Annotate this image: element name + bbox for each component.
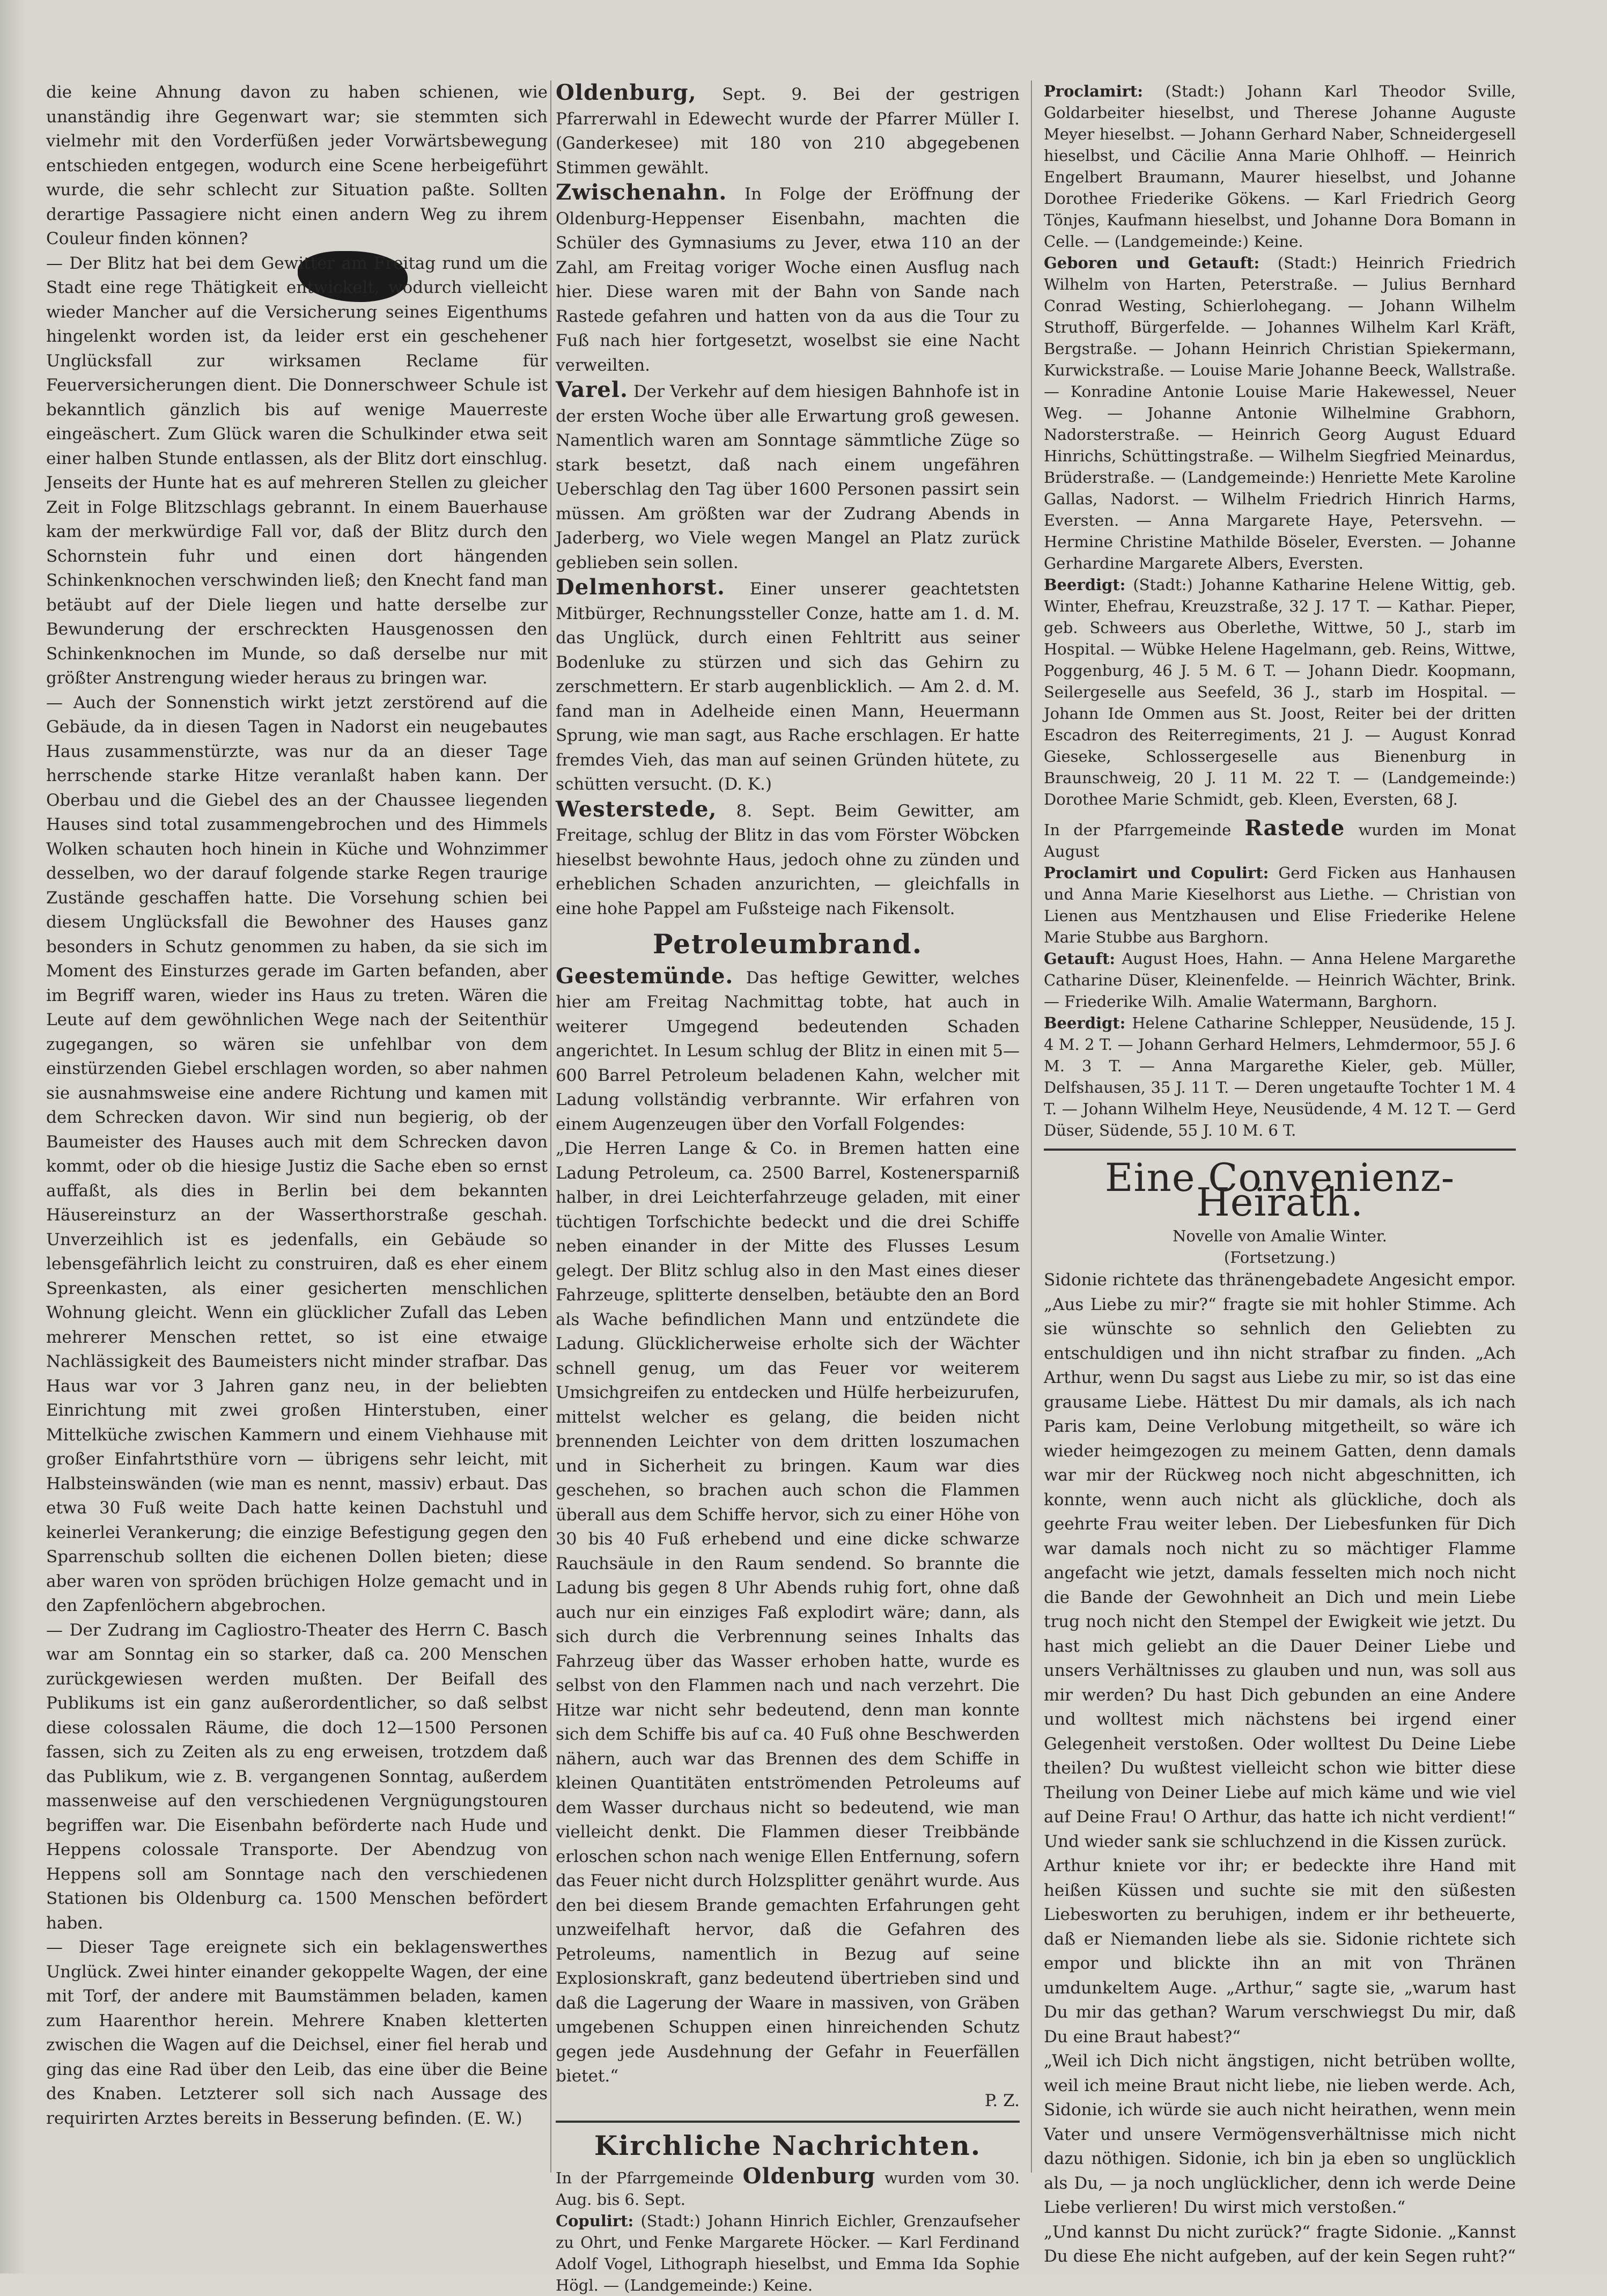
news-text: Das heftige Gewitter, welches hier am Freitag Nachmittag tobte, hat auch in weiterer Umgegend bedeutenden Schaden angerichtet. In Lesum schlug der Blitz in einen mit 5—600 Barrel Petroleum beladenen Kahn, welcher mit Ladung vollständig verbrannte. Wir erfahren von einem Augenzeugen über den Vorfall Folgendes:: [556, 968, 1020, 1134]
column-right: [1044, 80, 1516, 2269]
novel-author: Novelle von Amalie Winter.: [1173, 1227, 1387, 1245]
news-delmenhorst: [556, 575, 1020, 797]
intro-text: wurden vom 30. Aug. bis 6. Sept.: [556, 2168, 1020, 2209]
separator: [1044, 1149, 1516, 1151]
entry-label: Getauft:: [1044, 950, 1116, 968]
entry-label: Beerdigt:: [1044, 1014, 1126, 1032]
news-text: 8. Sept. Beim Gewitter, am Freitage, schlug der Blitz in das vom Förster Wöbcken hieselbst bewohnte Haus, jedoch ohne zu zünden und erheblichen Schaden anzurichten, — gleichfalls in eine hohe Pappel am Fußsteige nach Fikensolt.: [556, 801, 1020, 918]
novel-paragraph: „Weil ich Dich nicht ängstigen, nicht betrüben wollte, weil ich meine Braut nicht liebe, nie lieben werde. Ach, Sidonie, ich würde sie auch nicht heirathen, wenn mein Vater und unsere Vermögensverhältnisse mich nicht dazu nöthigen. Sidonie, ich bin ja eben so unglücklich als Du, — ja noch unglücklicher, denn ich werde Deine Liebe verlieren! Du wirst mich verstoßen.“: [1044, 2051, 1516, 2217]
novel-continuation: (Fortsetzung.): [1223, 1248, 1336, 1267]
rastede-getauft: [1044, 948, 1516, 1012]
entry-text: (Stadt:) Johann Hinrich Eichler, Grenzaufseher zu Ohrt, und Fenke Margarete Höcker. — Karl Ferdinand Adolf Vogel, Lithograph hieselbst, und Emma Ida Sophie Högl. — (Landgemeinde:) Keine.: [556, 2211, 1020, 2294]
article-paragraph-blitz: — Der Blitz hat bei dem Gewitter am Freitag rund um die Stadt eine rege Thätigkeit entwickelt, wodurch vielleicht wieder Mancher auf die Versicherung seines Eigenthums hingelenkt worden ist, da leider erst ein geschehener Unglücksfall zur wirksamen Reclame für Feuerversicherungen dient. Die Donnerschweer Schule ist bekanntlich gänzlich bis auf wenige Mauerreste eingeäschert. Zum Glück waren die Schulkinder etwa seit einer halben Stunde entlassen, als der Blitz dort einschlug. Jenseits der Hunte hat es auf mehreren Stellen zu gleicher Zeit in Folge Blitzschlags gebrannt. In einem Bauerhause kam der merkwürdige Fall vor, daß der Blitz durch den Schornstein fuhr und einen dort hängenden Schinkenknochen verschwinden ließ; den Knecht fand man betäubt auf der Diele liegen und hatte derselbe zur Bewunderung der erschreckten Hausgenossen den Schinkenknochen im Munde, so daß derselbe nur mit größter Anstrengung wieder heraus zu bringen war.: [46, 253, 548, 688]
quote-signature: P. Z.: [984, 2091, 1020, 2110]
entry-text: (Stadt:) Johanne Katharine Helene Wittig, geb. Winter, Ehefrau, Kreuzstraße, 32 J. 17 T. — Kathar. Pieper, geb. Schweers aus Oberlethe, Wittwe, 50 J., starb im Hospital. — Wübke Helene Hagelmann, geb. Reins, Wittwe, Poggenburg, 46 J. 5 M. 6 T. — Johann Diedr. Koopmann, Seilergeselle aus Seefeld, 36 J., starb im Hospital. — Johann Ide Ommen aus St. Joost, Reiter bei der dritten Escadron des Reiterregiments, 21 J. — August Konrad Gieseke, Schlossergeselle aus Bienenburg in Braunschweig, 20 J. 11 M. 22 T. — (Landgemeinde:) Dorothee Marie Schmidt, geb. Kleen, Eversten, 68 J.: [1044, 576, 1516, 808]
beerdigt-entry: [1044, 574, 1516, 810]
entry-label: Proclamirt und Copulirt:: [1044, 864, 1269, 882]
news-westerstede: [556, 797, 1020, 922]
intro-text: In der Pfarrgemeinde: [556, 2168, 734, 2187]
novel-title: Eine Convenienz-Heirath.: [1104, 1155, 1455, 1225]
parish-name: Oldenburg: [742, 2163, 876, 2189]
column-rule-2: [1031, 80, 1032, 2173]
entry-text: August Hoes, Hahn. — Anna Helene Margarethe Catharine Düser, Kleinenfelde. — Heinrich Wächter, Brink. — Friederike Wilh. Amalie Watermann, Barghorn.: [1044, 950, 1516, 1011]
place-heading: Delmenhorst.: [556, 575, 725, 600]
parish-name: Rastede: [1244, 815, 1345, 841]
proclamirt-entry: [1044, 80, 1516, 252]
rastede-beerdigt: [1044, 1012, 1516, 1141]
news-geestemuende: [556, 964, 1020, 1137]
entry-text: Helene Catharine Schlepper, Neusüdende, 15 J. 4 M. 2 T. — Johann Gerhard Helmers, Lehmdermoor, 55 J. 6 M. 3 T. — Anna Margarethe Kieler, geb. Müller, Delfshausen, 35 J. 11 T. — Deren ungetaufte Tochter 1 M. 4 T. — Johann Wilhelm Heye, Neusüdende, 4 M. 12 T. — Gerd Düser, Südende, 55 J. 10 M. 6 T.: [1044, 1014, 1516, 1139]
news-text: In Folge der Eröffnung der Oldenburg-Heppenser Eisenbahn, machten die Schüler des Gymnasiums zu Jever, etwa 110 an der Zahl, am Freitag voriger Woche einen Ausflug nach hier. Diese waren mit der Bahn von Sande nach Rastede gefahren und hatten von da aus die Tour zu Fuß nach hier fortgesetzt, woselbst sie eine Nacht verweilten.: [556, 185, 1020, 375]
geboren-entry: [1044, 252, 1516, 574]
intro-text: In der Pfarrgemeinde: [1044, 821, 1232, 839]
place-heading: Varel.: [556, 377, 628, 402]
place-heading: Westerstede,: [556, 796, 717, 822]
news-text: Der Verkehr auf dem hiesigen Bahnhofe ist in der ersten Woche über alle Erwartung groß gewesen. Namentlich waren am Sonntage sämmtliche Züge so stark besetzt, daß nach einem ungefähren Ueberschlag den Tag über 1600 Personen passirt sein müssen. Am größten war der Zudrang Abends in Jaderberg, wo Viele wegen Mangel an Platz zurück geblieben sein sollen.: [556, 382, 1020, 572]
news-varel: [556, 378, 1020, 575]
section-title-kirchliche: Kirchliche Nachrichten.: [594, 2130, 982, 2161]
article-paragraph-unglueck: — Dieser Tage ereignete sich ein beklagenswerthes Unglück. Zwei hinter einander gekoppelte Wagen, der eine mit Torf, der andere mit Baumstämmen beladen, kamen zum Haarenthor herein. Mehrere Knaben kletterten zwischen die Wagen auf die Deichsel, einer fiel herab und ging das eine Rad über den Leib, das eine über die Beine des Knaben. Letzterer soll sich nach Aussage des requirirten Arztes bereits in Besserung befinden. (E. W.): [46, 1938, 548, 2128]
novel-paragraph: Sidonie richtete das thränengebadete Angesicht empor. „Aus Liebe zu mir?“ fragte sie mit hohler Stimme. Ach sie wünschte so sehnlich den Geliebten zu entschuldigen und ihn nicht strafbar zu finden. „Ach Arthur, wenn Du sagst aus Liebe zu mir, so ist das eine grausame Liebe. Hättest Du mir damals, als ich nach Paris kam, Deine Verlobung mitgetheilt, so wäre ich wieder heimgezogen zu meinem Gatten, denn damals war mir der Rückweg noch nicht abgeschnitten, ich konnte, wenn auch nicht als glückliche, doch als geehrte Frau weiter leben. Der Liebesfunken für Dich war damals noch nicht zu so mächtiger Flamme angefacht wie jetzt, damals fesselten mich noch nicht die Bande der Gewohnheit an Dich und mein Liebe trug noch nicht den Stempel der Ewigkeit wie jetzt. Du hast mich geliebt an die Dauer Deiner Liebe und unsers Verhältnisses zu glauben und nun, was soll aus mir werden? Du hast Dich gebunden an eine Andere und wolltest mich nächstens bei irgend einer Gelegenheit verstoßen. Oder wolltest Du Deine Liebe theilen? Du wußtest vielleicht schon wie bitter diese Theilung von Deiner Liebe auf mich käme und wie viel auf Deine Frau! O Arthur, das hatte ich nicht verdient!“ Und wieder sank sie schluchzend in die Kissen zurück.: [1044, 1270, 1516, 1851]
entry-label: Proclamirt:: [1044, 82, 1143, 100]
entry-label: Beerdigt:: [1044, 576, 1126, 594]
eyewitness-quote: „Die Herren Lange & Co. in Bremen hatten eine Ladung Petroleum, ca. 2500 Barrel, Kostenersparniß halber, in drei Leichterfahrzeuge geladen, mit einer tüchtigen Torfschichte bedeckt und die drei Schiffe neben einander in der Mitte des Flusses Lesum gelegt. Der Blitz schlug also in den Mast eines dieser Fahrzeuge, splitterte denselben, betäubte den an Bord als Wache befindlichen Mann und entzündete die Ladung. Glücklicherweise erholte sich der Wächter schnell genug, um das Feuer vor weiterem Umsichgreifen zu entdecken und Hülfe herbeizurufen, mittelst welcher es gelang, die beiden nicht brennenden Leichter von dem dritten loszumachen und in Sicherheit zu bringen. Kaum war dies geschehen, so brachen auch schon die Flammen überall aus dem Schiffe hervor, sich zu einer Höhe von 30 bis 40 Fuß erhebend und eine dicke schwarze Rauchsäule in den Raum sendend. So brannte die Ladung bis gegen 8 Uhr Abends ruhig fort, ohne daß auch nur ein einziges Faß explodirt wäre; dann, als sich durch die Verbrennung seines Inhalts das Fahrzeug über das Wasser erhoben hatte, wurde es selbst von den Flammen nach und nach verzehrt. Die Hitze war nicht sehr bedeutend, denn man konnte sich dem Schiffe bis auf ca. 40 Fuß ohne Beschwerden nähern, auch war das Brennen des dem Schiffe in kleinen Quantitäten entströmenden Petroleums auf dem Wasser durchaus nicht so bedeutend, wie man vielleicht denkt. Die Flammen dieser Treibbände erloschen schon nach wenige Ellen Entfernung, sofern das Feuer nicht durch Holzsplitter genährt wurde. Aus den bei diesem Brande gemachten Erfahrungen geht unzweifelhaft hervor, daß die Gefahren des Petroleums, namentlich in Bezug auf seine Explosionskraft, ganz bedeutend übertrieben sind und daß die Lagerung der Waare in massiven, von Gräben umgebenen Schuppen einen hinreichenden Schutz gegen jede Ausdehnung der Gefahr in Feuerfällen bietet.“: [556, 1139, 1020, 2086]
entry-label: Copulirt:: [556, 2211, 634, 2230]
news-zwischenahn: [556, 180, 1020, 378]
page-fold-shadow: [0, 0, 27, 2273]
novel-paragraph: „Und kannst Du nicht zurück?“ fragte Sidonie. „Kannst Du diese Ehe nicht aufgeben, auf der kein Segen ruht?“: [1044, 2222, 1516, 2266]
parish-intro: [556, 2163, 1020, 2210]
place-heading: Oldenburg,: [556, 80, 697, 105]
place-heading: Geestemünde.: [556, 963, 734, 989]
column-rule-1: [550, 80, 551, 2173]
article-paragraph-sonnenstich: — Auch der Sonnenstich wirkt jetzt zerstörend auf die Gebäude, da in diesen Tagen in Nadorst ein neugebautes Haus zusammenstürzte, was nur da an dieser Tage herrschende starke Hitze veranlaßt haben kann. Der Oberbau und die Giebel des an der Chaussee liegenden Hauses sind total zusammengebrochen und des Himmels Wolken schauten hoch hinein in Küche und Wohnzimmer desselben, wo der darauf folgende starke Regen traurige Zustände geschaffen hatte. Die Vorsehung schien bei diesem Unglücksfall die Bewohner des Hauses ganz besonders in Schutz genommen zu haben, da sie sich im Moment des Einsturzes gerade im Garten befanden, aber im Begriff waren, wieder ins Haus zu treten. Wären die Leute auf dem gewöhnlichen Wege nach der Seitenthür zugegangen, so wären sie unfehlbar von dem einstürzenden Giebel erschlagen worden, so aber nahmen sie ausnahmsweise eine andere Richtung und kamen mit dem Schrecken davon. Wir sind nun begierig, ob der Baumeister des Hauses auch mit dem Schrecken davon kommt, oder ob die hiesige Justiz die Sache eben so ernst auffaßt, als dies in Berlin bei dem bekannten Häusereinsturz an der Wasserthorstraße geschah. Unverzeihlich ist es jedenfalls, ein Gebäude so lebensgefährlich leicht zu construiren, daß es eher einem Spreenkasten, als einer gesicherten menschlichen Wohnung gleicht. Wenn ein glücklicher Zufall das Leben mehrerer Menschen rettet, so ist eine etwaige Nachlässigkeit des Baumeisters nicht minder strafbar. Das Haus war vor 3 Jahren ganz neu, in der beliebten Einrichtung mit zwei großen Hinterstuben, einer Mittelküche zwischen Kammern und einem Viehhause mit großer Einfahrtsthüre vorn — übrigens sehr leicht, mit Halbsteinswänden (wie man es nennt, massiv) erbaut. Das etwa 30 Fuß weite Dach hatte keinen Dachstuhl und keinerlei Verankerung; die einzige Befestigung gegen den Sparrenschub sollten die eichenen Dollen bieten; diese aber waren von spröden brüchigen Holze gemacht und in den Zapfenlöchern abgebrochen.: [46, 693, 548, 1615]
news-oldenburg: [556, 80, 1020, 180]
section-title-petroleum: Petroleumbrand.: [652, 928, 923, 960]
news-text: Einer unserer geachtetsten Mitbürger, Rechnungssteller Conze, hatte am 1. d. M. das Unglück, durch einen Fehltritt aus seiner Bodenluke zu stürzen und sich das Gehirn zu zerschmettern. Er starb augenblicklich. — Am 2. d. M. fand man in Adelheide einen Mann, Heuermann Sprung, wie man sagt, aus Rache erschlagen. Er hatte fremdes Vieh, das man auf seinen Gründen hütete, zu schütten versucht. (D. K.): [556, 579, 1020, 794]
column-left: [46, 80, 548, 2131]
article-paragraph-theater: — Der Zudrang im Cagliostro-Theater des Herrn C. Basch war am Sonntag ein so starker, daß ca. 200 Menschen zurückgewiesen werden mußten. Der Beifall des Publikums ist ein ganz außerordentlicher, so daß selbst diese colossalen Räume, die doch 12—1500 Personen fassen, sich zu Zeiten als zu eng erweisen, trotzdem daß das Publikum, wie z. B. vergangenen Sonntag, außerdem massenweise auf den verschiedenen Vergnügungstouren begriffen war. Die Eisenbahn beförderte nach Hude und Heppens colossale Transporte. Der Abendzug von Heppens soll am Sonntage nach den verschiedenen Stationen bis Oldenburg ca. 1500 Menschen befördert haben.: [46, 1620, 548, 1933]
entry-text: (Stadt:) Johann Karl Theodor Sville, Goldarbeiter hieselbst, und Therese Johanne Auguste Meyer hieselbst. — Johann Gerhard Naber, Schneidergesell hieselbst, und Cäcilie Anna Marie Ohlhoff. — Heinrich Engelbert Braumann, Maurer hieselbst, und Johanne Dorothee Friederike Gökens. — Karl Friedrich Georg Tönjes, Kaufmann hieselbst, und Johanne Dora Bomann in Celle. — (Landgemeinde:) Keine.: [1044, 82, 1516, 251]
article-paragraph: die keine Ahnung davon zu haben schienen, wie unanständig ihre Gegenwart war; sie stemmten sich vielmehr mit den Vorderfüßen jeder Vorwärtsbewegung entschieden entgegen, wodurch eine Scene herbeigeführt wurde, die sehr schlecht zur Situation paßte. Sollten derartige Passagiere nicht einen andern Weg zu ihrem Couleur finden können?: [46, 83, 548, 248]
copulirt-entry: [556, 2210, 1020, 2296]
rastede-intro: [1044, 815, 1516, 862]
novel-paragraph: Arthur kniete vor ihr; er bedeckte ihre Hand mit heißen Küssen und suchte sie mit den süßesten Liebesworten zu beruhigen, indem er ihr betheuerte, daß er Niemanden liebe als sie. Sidonie richtete sich empor und blickte ihn an mit von Thränen umdunkeltem Auge. „Arthur,“ sagte sie, „warum hast Du mir das gethan? Warum verschwiegst Du mir, daß Du eine Braut habest?“: [1044, 1856, 1516, 2047]
separator: [556, 2121, 1020, 2123]
column-middle: [556, 80, 1020, 2296]
news-text: Sept. 9. Bei der gestrigen Pfarrerwahl in Edewecht wurde der Pfarrer Müller I. (Ganderkesee) mit 180 von 210 abgegebenen Stimmen gewählt.: [556, 85, 1020, 178]
intro-text: wurden im Monat August: [1044, 821, 1516, 860]
entry-label: Geboren und Getauft:: [1044, 254, 1260, 272]
entry-text: (Stadt:) Heinrich Friedrich Wilhelm von Harten, Peterstraße. — Julius Bernhard Conrad Westing, Schierlohegang. — Johann Wilhelm Struthoff, Bürgerfelde. — Johannes Wilhelm Karl Kräft, Bergstraße. — Johann Heinrich Christian Spiekermann, Kurwickstraße. — Louise Marie Johanne Beeck, Wallstraße. — Konradine Antonie Louise Marie Hakewessel, Neuer Weg. — Johanne Antonie Wilhelmine Grabhorn, Nadorsterstraße. — Heinrich Georg August Eduard Hinrichs, Schüttingstraße. — Wilhelm Siegfried Meinardus, Brüderstraße. — (Landgemeinde:) Henriette Mete Karoline Gallas, Nadorst. — Wilhelm Friedrich Hinrich Harms, Eversten. — Anna Margarete Haye, Petersvehn. — Hermine Christine Mathilde Böseler, Eversten. — Johanne Gerhardine Margarete Albers, Eversten.: [1044, 254, 1516, 572]
rastede-proclamirt: [1044, 862, 1516, 948]
entry-text: Gerd Ficken aus Hanhausen und Anna Marie Kieselhorst aus Liethe. — Christian von Lienen aus Mentzhausen und Elise Friederike Helene Marie Stubbe aus Barghorn.: [1044, 864, 1516, 946]
place-heading: Zwischenahn.: [556, 180, 727, 205]
